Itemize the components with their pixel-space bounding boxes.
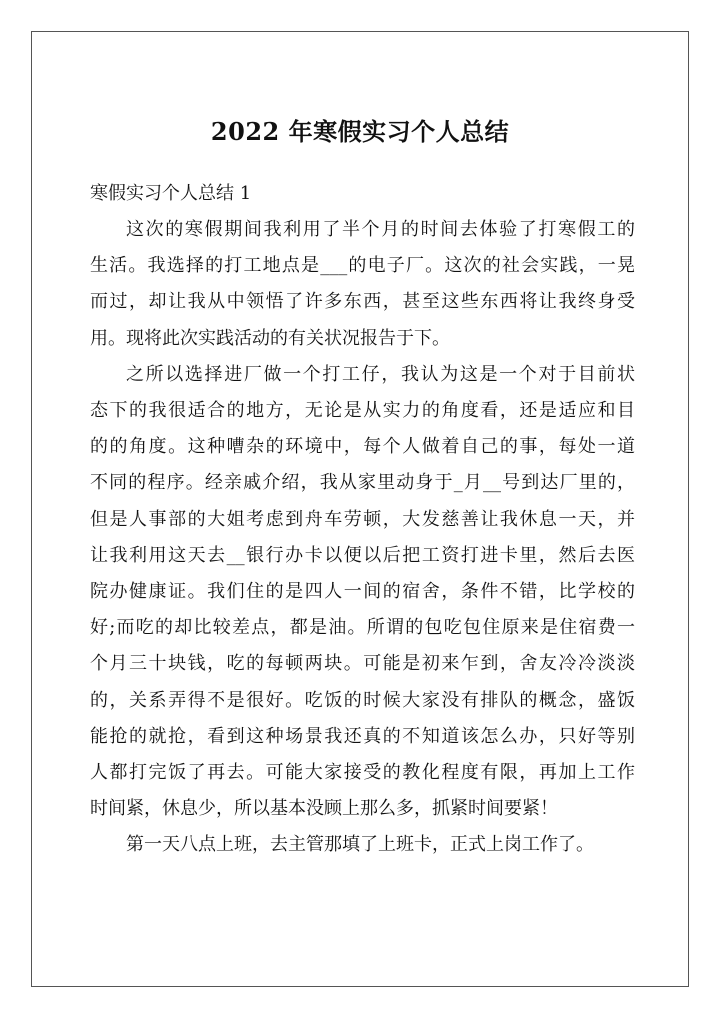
- section-heading: 寒假实习个人总结 1: [90, 183, 252, 204]
- text-line: 院办健康证。我们住的是四人一间的宿舍，条件不错，比学校的: [90, 581, 635, 603]
- text-line: 不同的程序。经亲戚介绍，我从家里动身于_月__号到达厂里的，: [90, 472, 635, 494]
- text-line: 让我利用这天去__银行办卡以便以后把工资打进卡里，然后去医: [90, 544, 635, 566]
- text-line: 的，关系弄得不是很好。吃饭的时候大家没有排队的概念，盛饭: [90, 689, 635, 711]
- paragraph-1: [90, 212, 635, 357]
- paragraph-2: [90, 357, 635, 828]
- paragraph-3: [90, 827, 635, 863]
- text-line: 人都打完饭了再去。可能大家接受的教化程度有限，再加上工作: [90, 762, 635, 784]
- text-line: 好;而吃的却比较差点，都是油。所谓的包吃包住原来是住宿费一: [90, 617, 635, 639]
- text-line: 但是人事部的大姐考虑到舟车劳顿，大发慈善让我休息一天，并: [90, 508, 635, 530]
- text-line: 第一天八点上班，去主管那填了上班卡，正式上岗工作了。: [126, 834, 594, 856]
- text-line: 的的角度。这种嘈杂的环境中，每个人做着自己的事，每处一道: [90, 436, 635, 458]
- text-line: 生活。我选择的打工地点是___的电子厂。这次的社会实践，一晃: [90, 255, 635, 277]
- document-title: 2022 年寒假实习个人总结: [210, 117, 510, 146]
- text-line: 之所以选择进厂做一个打工仔，我认为这是一个对于目前状: [126, 363, 635, 385]
- document-body: [90, 176, 635, 864]
- text-line: 能抢的就抢，看到这种场景我还真的不知道该怎么办，只好等别: [90, 725, 635, 747]
- text-line: 态下的我很适合的地方，无论是从实力的角度看，还是适应和目: [90, 400, 635, 422]
- text-line: 个月三十块钱，吃的每顿两块。可能是初来乍到，舍友冷冷淡淡: [90, 653, 635, 675]
- text-line: 用。现将此次实践活动的有关状况报告于下。: [90, 327, 450, 349]
- text-line: 而过，却让我从中领悟了许多东西，甚至这些东西将让我终身受: [90, 291, 635, 313]
- text-line: 这次的寒假期间我利用了半个月的时间去体验了打寒假工的: [126, 219, 635, 240]
- text-line: 时间紧，休息少，所以基本没顾上那么多，抓紧时间要紧！: [90, 798, 558, 820]
